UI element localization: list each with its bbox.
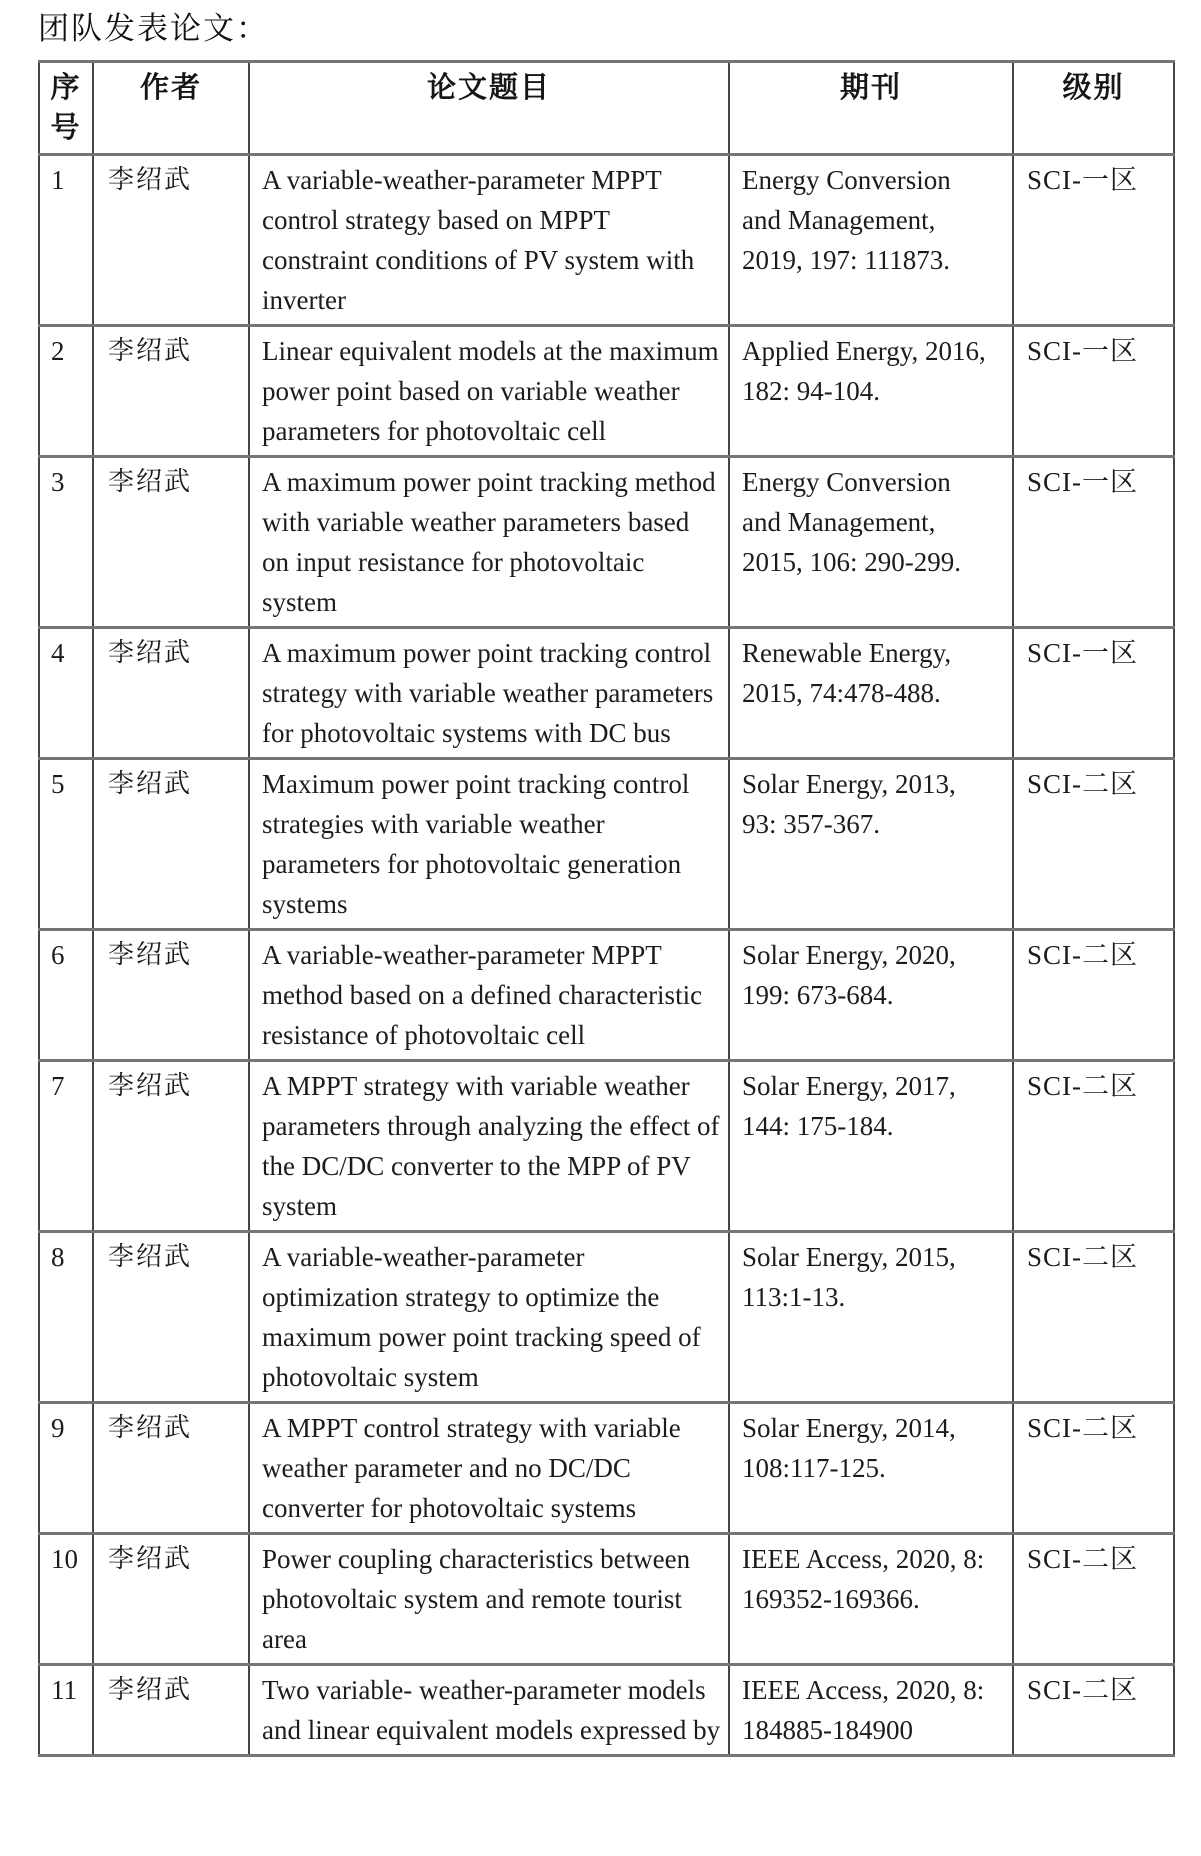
table-row [39, 1231, 1174, 1402]
author-cell: 李绍武 [93, 154, 249, 325]
table-row [39, 758, 1174, 929]
author-cell: 李绍武 [93, 758, 249, 929]
level-cell: SCI-一区 [1013, 456, 1174, 627]
paper-title-cell: A maximum power point tracking control strategy with variable weather parameters for photovoltaic systems with DC bus [249, 627, 729, 758]
author-cell: 李绍武 [93, 929, 249, 1060]
journal-cell: Energy Conversion and Management, 2019, 197: 111873. [729, 154, 1013, 325]
row-number-cell: 1 [39, 154, 93, 325]
row-number-cell: 4 [39, 627, 93, 758]
paper-title-cell: A maximum power point tracking method with variable weather parameters based on input resistance for photovoltaic system [249, 456, 729, 627]
level-cell: SCI-二区 [1013, 1664, 1174, 1755]
paper-title-cell: A variable-weather-parameter MPPT control strategy based on MPPT constraint conditions of PV system with inverter [249, 154, 729, 325]
papers-table-body [39, 154, 1174, 1755]
table-row [39, 1664, 1174, 1755]
header-cell-title: 论文题目 [249, 61, 729, 154]
level-cell: SCI-二区 [1013, 1231, 1174, 1402]
row-number-cell: 5 [39, 758, 93, 929]
table-row [39, 1060, 1174, 1231]
row-number-cell: 3 [39, 456, 93, 627]
journal-cell: Renewable Energy, 2015, 74:478-488. [729, 627, 1013, 758]
author-cell: 李绍武 [93, 456, 249, 627]
author-cell: 李绍武 [93, 627, 249, 758]
papers-table [38, 60, 1175, 1757]
row-number-cell: 9 [39, 1402, 93, 1533]
level-cell: SCI-一区 [1013, 627, 1174, 758]
table-row [39, 456, 1174, 627]
page-title: 团队发表论文： [38, 11, 269, 46]
header-cell-journal: 期刊 [729, 61, 1013, 154]
paper-title-cell: Linear equivalent models at the maximum power point based on variable weather parameters for photovoltaic cell [249, 325, 729, 456]
level-cell: SCI-一区 [1013, 154, 1174, 325]
table-row [39, 154, 1174, 325]
level-cell: SCI-二区 [1013, 929, 1174, 1060]
row-number-cell: 7 [39, 1060, 93, 1231]
document-page [0, 8, 1201, 1856]
header-cell-number: 序号 [39, 61, 93, 154]
row-number-cell: 11 [39, 1664, 93, 1755]
level-cell: SCI-二区 [1013, 1402, 1174, 1533]
paper-title-cell: Power coupling characteristics between photovoltaic system and remote tourist area [249, 1533, 729, 1664]
table-row [39, 929, 1174, 1060]
journal-cell: Solar Energy, 2020, 199: 673-684. [729, 929, 1013, 1060]
journal-cell: IEEE Access, 2020, 8: 184885-184900 [729, 1664, 1013, 1755]
table-row [39, 627, 1174, 758]
paper-title-cell: A variable-weather-parameter MPPT method based on a defined characteristic resistance of photovoltaic cell [249, 929, 729, 1060]
author-cell: 李绍武 [93, 1231, 249, 1402]
row-number-cell: 6 [39, 929, 93, 1060]
table-row [39, 1533, 1174, 1664]
row-number-cell: 10 [39, 1533, 93, 1664]
table-row [39, 325, 1174, 456]
author-cell: 李绍武 [93, 1664, 249, 1755]
table-row [39, 1402, 1174, 1533]
level-cell: SCI-二区 [1013, 1060, 1174, 1231]
journal-cell: Solar Energy, 2013, 93: 357-367. [729, 758, 1013, 929]
level-cell: SCI-一区 [1013, 325, 1174, 456]
journal-cell: Energy Conversion and Management, 2015, 106: 290-299. [729, 456, 1013, 627]
author-cell: 李绍武 [93, 325, 249, 456]
journal-cell: Solar Energy, 2015, 113:1-13. [729, 1231, 1013, 1402]
paper-title-cell: Two variable- weather-parameter models and linear equivalent models expressed by [249, 1664, 729, 1755]
journal-cell: Solar Energy, 2017, 144: 175-184. [729, 1060, 1013, 1231]
author-cell: 李绍武 [93, 1533, 249, 1664]
paper-title-cell: Maximum power point tracking control strategies with variable weather parameters for photovoltaic generation systems [249, 758, 729, 929]
row-number-cell: 8 [39, 1231, 93, 1402]
header-cell-author: 作者 [93, 61, 249, 154]
author-cell: 李绍武 [93, 1060, 249, 1231]
row-number-cell: 2 [39, 325, 93, 456]
journal-cell: Applied Energy, 2016, 182: 94-104. [729, 325, 1013, 456]
paper-title-cell: A variable-weather-parameter optimization strategy to optimize the maximum power point tracking speed of photovoltaic system [249, 1231, 729, 1402]
level-cell: SCI-二区 [1013, 1533, 1174, 1664]
paper-title-cell: A MPPT strategy with variable weather parameters through analyzing the effect of the DC/DC converter to the MPP of PV system [249, 1060, 729, 1231]
level-cell: SCI-二区 [1013, 758, 1174, 929]
paper-title-cell: A MPPT control strategy with variable weather parameter and no DC/DC converter for photovoltaic systems [249, 1402, 729, 1533]
journal-cell: Solar Energy, 2014, 108:117-125. [729, 1402, 1013, 1533]
header-cell-level: 级别 [1013, 61, 1174, 154]
author-cell: 李绍武 [93, 1402, 249, 1533]
journal-cell: IEEE Access, 2020, 8: 169352-169366. [729, 1533, 1013, 1664]
header-row [39, 61, 1174, 154]
